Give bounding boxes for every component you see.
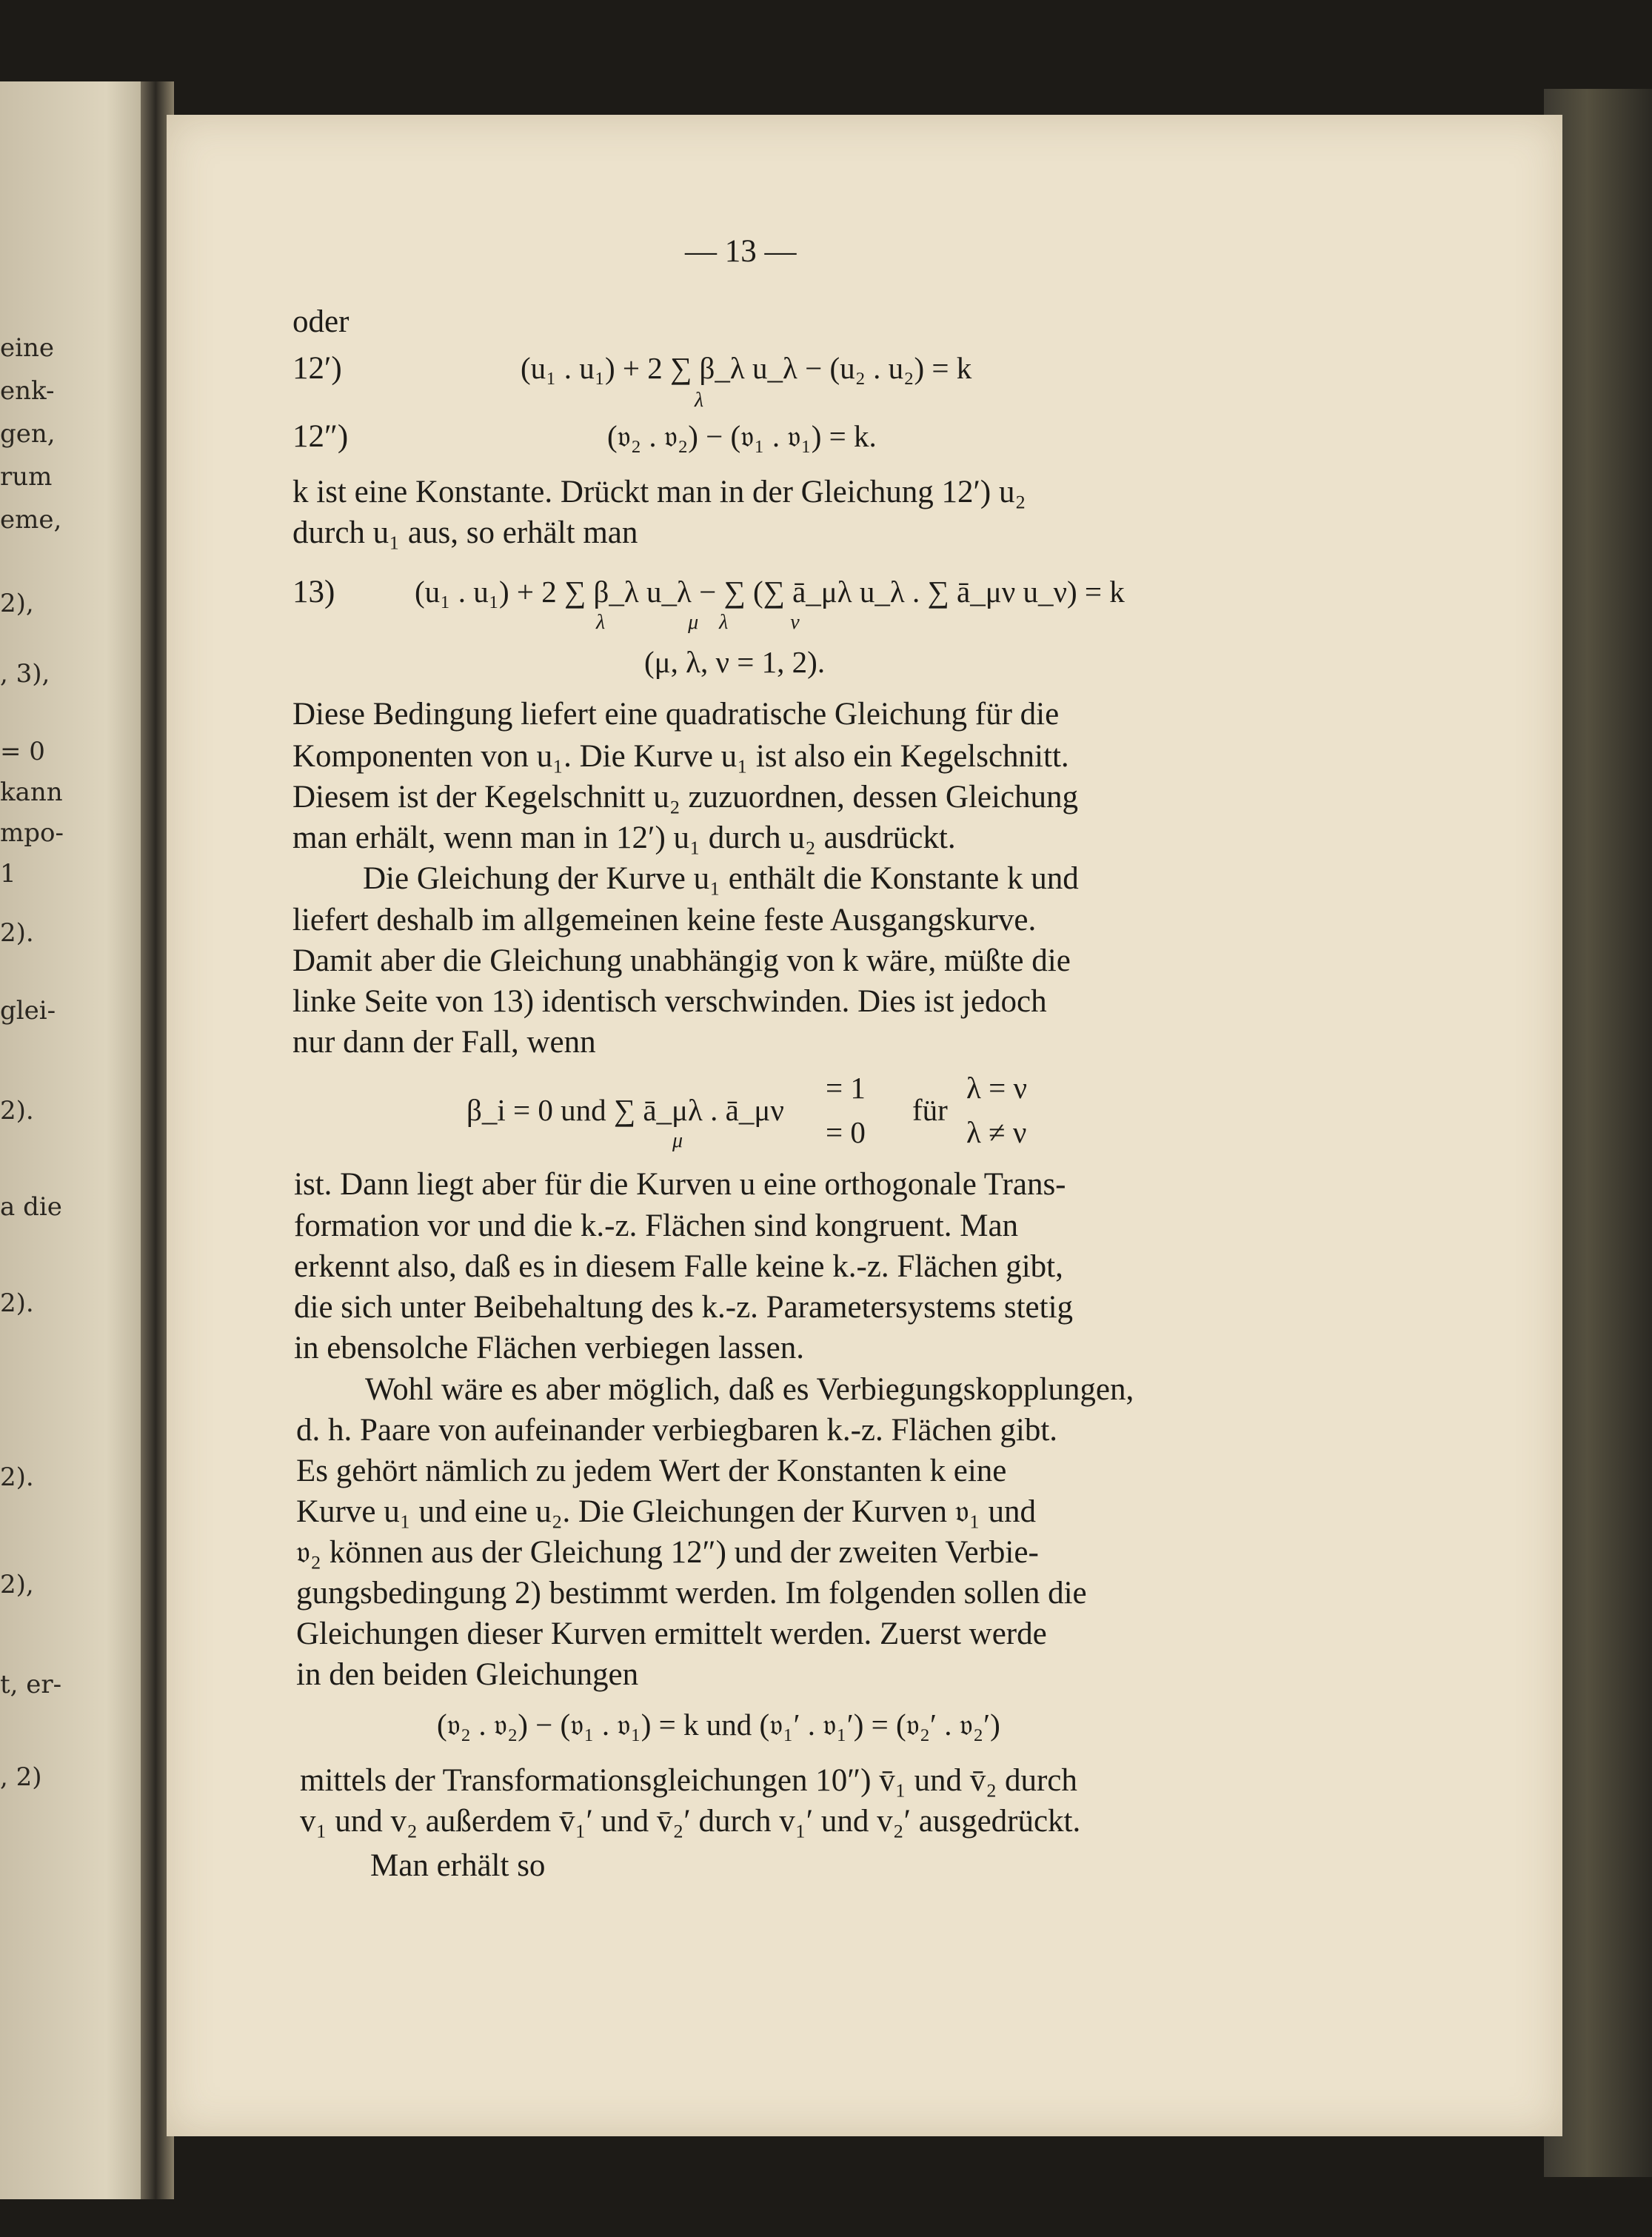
equation-fur: für — [912, 1093, 948, 1127]
text-line: Die Gleichung der Kurve u₁ enthält die Konstante k und — [363, 861, 1079, 896]
text-line: in den beiden Gleichungen — [296, 1657, 639, 1692]
equation-d: (𝔳₂ . 𝔳₂) − (𝔳₁ . 𝔳₁) = k und (𝔳₁′ . 𝔳₁′) = (𝔳₂′ . 𝔳₂′) — [437, 1708, 1000, 1742]
text-line: Damit aber die Gleichung unabhängig von k wäre, müßte die — [292, 943, 1071, 978]
margin-fragment: 2), — [0, 1570, 34, 1599]
equation-label: 12′) — [292, 351, 342, 386]
equation-12a: (u₁ . u₁) + 2 ∑ β_λ u_λ − (u₂ . u₂) = k — [521, 351, 972, 385]
text-line: 𝔳₂ können aus der Gleichung 12″) und der zweiten Verbie- — [296, 1535, 1039, 1570]
text-line: formation vor und die k.-z. Flächen sind kongruent. Man — [294, 1208, 1019, 1243]
text-line: Man erhält so — [370, 1848, 546, 1883]
margin-fragment: 2). — [0, 1288, 34, 1318]
text-line: Gleichungen dieser Kurven ermittelt werden. Zuerst werde — [296, 1616, 1047, 1651]
book-page — [167, 115, 1562, 2136]
margin-fragment: 2). — [0, 1096, 34, 1126]
equation-condition: (μ, λ, ν = 1, 2). — [644, 645, 826, 679]
margin-fragment: a die — [0, 1192, 62, 1222]
equation-subscript: λ — [695, 389, 704, 412]
equation-label: 12″) — [292, 419, 349, 454]
equation-label: 13) — [292, 575, 335, 609]
text-line: ist. Dann liegt aber für die Kurven u eine orthogonale Trans- — [294, 1167, 1066, 1202]
margin-fragment: gen, — [0, 419, 56, 449]
margin-fragment: 1 — [0, 859, 16, 889]
margin-fragment: eme, — [0, 505, 62, 535]
text-line: Kurve u₁ und eine u₂. Die Gleichungen der Kurven 𝔳₁ und — [296, 1494, 1036, 1529]
text-line: Wohl wäre es aber möglich, daß es Verbiegungskopplungen, — [365, 1372, 1134, 1407]
margin-fragment: , 3), — [0, 659, 50, 689]
text-line: gungsbedingung 2) bestimmt werden. Im folgenden sollen die — [296, 1576, 1087, 1611]
text-line: liefert deshalb im allgemeinen keine feste Ausgangskurve. — [292, 903, 1037, 937]
text-line: in ebensolche Flächen verbiegen lassen. — [294, 1331, 804, 1365]
equation-subscripts: λ μ λ ν — [596, 611, 800, 634]
text-line: mittels der Transformationsgleichungen 10″) v̄₁ und v̄₂ durch — [300, 1763, 1077, 1798]
margin-fragment: 2), — [0, 589, 34, 618]
margin-fragment: t, er- — [0, 1670, 62, 1699]
equation-case-top-cond: λ = ν — [966, 1071, 1028, 1105]
equation-13: (u₁ . u₁) + 2 ∑ β_λ u_λ − ∑ (∑ ā_μλ u_λ . ∑ ā_μν u_ν) = k — [415, 575, 1125, 609]
equation-case-bottom-cond: λ ≠ ν — [966, 1115, 1027, 1149]
text-line: man erhält, wenn man in 12′) u₁ durch u₂ ausdrückt. — [292, 820, 956, 855]
equation-subscript: μ — [672, 1129, 683, 1152]
page-number: — 13 — — [685, 234, 797, 269]
margin-fragment: glei- — [0, 996, 56, 1026]
text-line: durch u₁ aus, so erhält man — [292, 515, 638, 550]
text-line: linke Seite von 13) identisch verschwinden. Dies ist jedoch — [292, 984, 1047, 1019]
margin-fragment: enk- — [0, 376, 55, 406]
margin-fragment: , 2) — [0, 1762, 42, 1792]
text-line: erkennt also, daß es in diesem Falle keine k.-z. Flächen gibt, — [294, 1249, 1063, 1284]
text-line: Diesem ist der Kegelschnitt u₂ zuzuordnen, dessen Gleichung — [292, 780, 1079, 815]
text-line: v₁ und v₂ außerdem v̄₁′ und v̄₂′ durch v₁′ und v₂′ ausgedrückt. — [300, 1804, 1081, 1839]
equation-case-top: = 1 — [826, 1071, 866, 1105]
margin-fragment: mpo- — [0, 818, 64, 848]
equation-12b: (𝔳₂ . 𝔳₂) − (𝔳₁ . 𝔳₁) = k. — [607, 419, 877, 453]
equation-case-bottom: = 0 — [826, 1115, 866, 1149]
margin-fragment: 2). — [0, 1462, 34, 1492]
left-page-edge — [0, 81, 152, 2199]
text-line: nur dann der Fall, wenn — [292, 1025, 596, 1060]
text-line: k ist eine Konstante. Drückt man in der Gleichung 12′) u₂ — [292, 475, 1026, 509]
text-line: die sich unter Beibehaltung des k.-z. Parametersystems stetig — [294, 1290, 1074, 1325]
equation-condition-left: β_i = 0 und ∑ ā_μλ . ā_μν — [466, 1093, 784, 1127]
text-line: oder — [292, 304, 350, 339]
margin-fragment: kann — [0, 778, 63, 807]
text-line: Es gehört nämlich zu jedem Wert der Konstanten k eine — [296, 1454, 1007, 1488]
text-line: d. h. Paare von aufeinander verbiegbaren k.-z. Flächen gibt. — [296, 1413, 1058, 1448]
margin-fragment: 2). — [0, 918, 34, 948]
text-line: Diese Bedingung liefert eine quadratische Gleichung für die — [292, 697, 1060, 732]
margin-fragment: = 0 — [0, 737, 45, 766]
margin-fragment: eine — [0, 333, 55, 363]
margin-fragment: rum — [0, 462, 53, 492]
text-line: Komponenten von u₁. Die Kurve u₁ ist also ein Kegelschnitt. — [292, 739, 1069, 774]
